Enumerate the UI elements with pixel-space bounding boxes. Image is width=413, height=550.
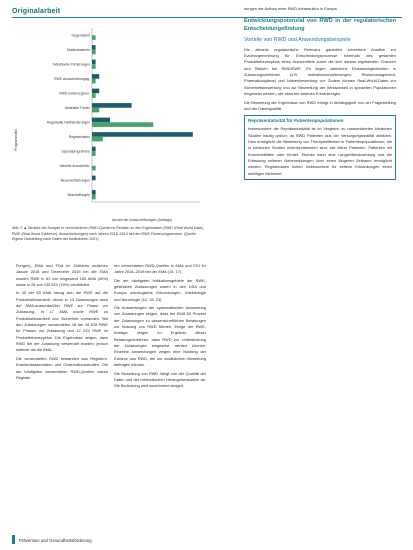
category-tick-label: Individuelle Förderungen — [52, 62, 90, 67]
bar — [92, 108, 99, 113]
bar — [92, 79, 96, 84]
category-tick-label: Neuerschließungen — [60, 178, 90, 183]
paragraph: Die aktuelle regulatorische Relevanz garantiert erhebliche Ansätze zur Evidenzgenerierung für Entscheidungsprozesse innerhalb des gesamten Produktlebenszyklus eines Arzneimittels sowie die sich daraus ergebenden Chancen und Risiken bei RWD/RWE. Es liegen zahlreiche Einsatzmöglichkeiten in Zulassungsverfahren (z.B. Indikationserweiterungen, Risikomanagement, Pharmakovigilanz) und Nutzenbewertung vor. Zudem können Real-World-Daten zur Sicherheitsbewertung und zur Beurteilung der Wirksamkeit in speziellen Populationen eingesetzt werden, wie etwa bei seltenen Erkrankungen. — [244, 46, 396, 97]
paragraph: Fungen), EMA und FDA im Zeitraum zwischen Januar 2018 und Dezember 2019 bei der EMA wurden RWE in 63 von insgesamt 185 AMA (40%) sowie in 28 von 135 EDI (15%) identifiziert. — [16, 263, 108, 288]
subsection-heading: Vorteile von RWD und Anwendungsbeispiele — [244, 36, 351, 43]
bar — [92, 151, 96, 156]
y-axis-label: Programmatik — [14, 129, 18, 151]
bar — [92, 35, 96, 40]
paragraph: Die Auswertungen der systematischen Auswertung von Zulassungen zeigen, dass bei EMA 63 Prozent der Zulassungen zu wissenschaftlichen Beratungen zur Nutzung von RWD führten. Einige der RWE-Anträge zeigen im Ergebnis dieser Beratungsverfahren, dass RWD zur Unterstützung der Zulassungen eingesetzt werden können. Einzelne Anwendungen zeigen eine Nutzung der Evidenz aus RWD, die zur zusätzlichen Bewertung beitragen können. — [114, 305, 206, 368]
bar — [92, 147, 96, 152]
bar — [92, 74, 99, 79]
paragraph: Die verwendeten RWD bestanden aus Registern, Krankenkassendaten und Observationsstudien. Die am häufigsten verwendeten RWD-Quellen waren Register. — [16, 355, 108, 380]
info-box-text: Insbesondere die Repräsentativität ist im Vergleich zu randomisierten klinischen Studien häufig größer, da RWD Patienten aus der Versorgungsrealität abbilden. Dies ermöglicht die Bewertung von Therapieeffekten in Patientenpopulationen, die in klinischen Studien unterrepräsentiert sind, wie ältere Patienten, Patienten mit Komorbiditäten oder Kinder. Ebenso kann eine Langzeitbeobachtung und die Erfassung seltener Nebenwirkungen über einen längeren Zeitraum ermöglicht werden. Registerdaten bieten insbesondere für seltene Erkrankungen einen wichtigen Mehrwert. — [248, 126, 392, 176]
bar — [92, 166, 96, 171]
paragraph: ren verwendeten RWD-Quellen in AMA und EDI für Jahre 2018–2019 bei der EMA (15, 17). — [114, 263, 206, 275]
category-tick-label: Regelhafte Fallfoerderungen — [47, 120, 90, 125]
category-tick-label: RWD-Evidenzgener. — [59, 91, 90, 96]
bar — [92, 118, 110, 123]
category-tick-label: Beschaffungen — [67, 192, 90, 197]
category-tick-label: Studienbasierte — [66, 47, 90, 52]
paragraph: Die Bewertung von RWD hängt von der Qualität der Daten und der methodischen Herangehensweise ab. Die Bedeutung wird zunehmend steigen. — [114, 370, 206, 389]
bar — [92, 50, 96, 55]
figure — [12, 20, 206, 226]
bar — [92, 137, 103, 142]
category-tick-label: RWE-Ausschreibungsg. — [54, 76, 90, 81]
paragraph: In 45 der 63 AMA bezog sich die RWE auf die Produktwirksamkeit, davon in 23 Zulassungen auch auf AMA-ausschließlich RWE zur Phase vor Zulassung. In 17 AMA wurde RWE zu Produktwirksamkeit und Sicherheit vorhanden. Bei den Zulassungen verwendeten 18 der 28 EDI RWE für Phasen vor Zulassung und 12 EDI RWE im Produktlebenszyklus. Die Ergebnisse zeigen, dass RWD bei der Zulassung verwendet wurden, jedoch seltener als die AMA. — [16, 290, 108, 353]
right-column — [244, 6, 396, 180]
bar — [92, 195, 96, 200]
middle-column — [114, 263, 206, 392]
bar — [92, 122, 153, 127]
category-tick-label: Abstrakte Förder — [64, 105, 90, 110]
bar — [92, 89, 99, 94]
section-heading: Entwicklungspotenzial von RWD in der regulatorischen Entscheidungsfindung — [244, 18, 396, 32]
category-tick-label: Registerdaten — [68, 134, 90, 139]
x-axis-label: Anzahl der Ausschreibungen (Anträge) — [111, 218, 173, 222]
bar — [92, 103, 132, 108]
info-box — [244, 115, 396, 180]
category-tick-label: Spezialprogramme — [61, 149, 90, 154]
bar — [92, 132, 193, 137]
bar — [92, 64, 96, 69]
paragraph: dungen der Aufbau einer RWD-Infrastruktur in Europa. — [244, 6, 338, 11]
info-box-title: Repräsentativität für Patientenpopulationen — [248, 118, 344, 124]
left-column — [16, 263, 108, 383]
bar — [92, 190, 96, 195]
footer-journal-name: Prävention und Gesundheitsförderung — [19, 538, 92, 543]
bar — [92, 60, 96, 65]
footer-accent — [12, 535, 15, 544]
bar — [92, 93, 96, 98]
figure-caption: Abb. 2 ▲ Struktur der Analyse in verschiedenen RWD-Quellen in Relation zu den Ergebnissen (RWD (Real World Data), RWE (Real World Evidence), Ausschreibungen) nach Jahren 2018–2019 bei den RWE-Förderprogrammen. (Quelle: Eigene Darstellung nach Daten der Institutionen 2021) — [12, 226, 204, 241]
paragraph: Die Bewertung der Ergebnisse von RWD erfolgt in Abhängigkeit von der Fragestellung und der Datenqualität. — [244, 99, 396, 111]
category-tick-label: Aktuelle Ausschreib. — [59, 163, 90, 168]
section-label: Originalarbeit — [12, 8, 61, 15]
bar — [92, 45, 96, 50]
bar-chart — [12, 20, 206, 226]
bar — [92, 176, 96, 181]
paragraph: Die am häufigsten Indikationsgebiete der RWE-gestützten Zulassungen waren in den USA und Europa onkologische Erkrankungen, Infektiologie und Neurologie (12, 15, 23). — [114, 277, 206, 302]
category-tick-label: Gegenstand — [71, 33, 90, 38]
